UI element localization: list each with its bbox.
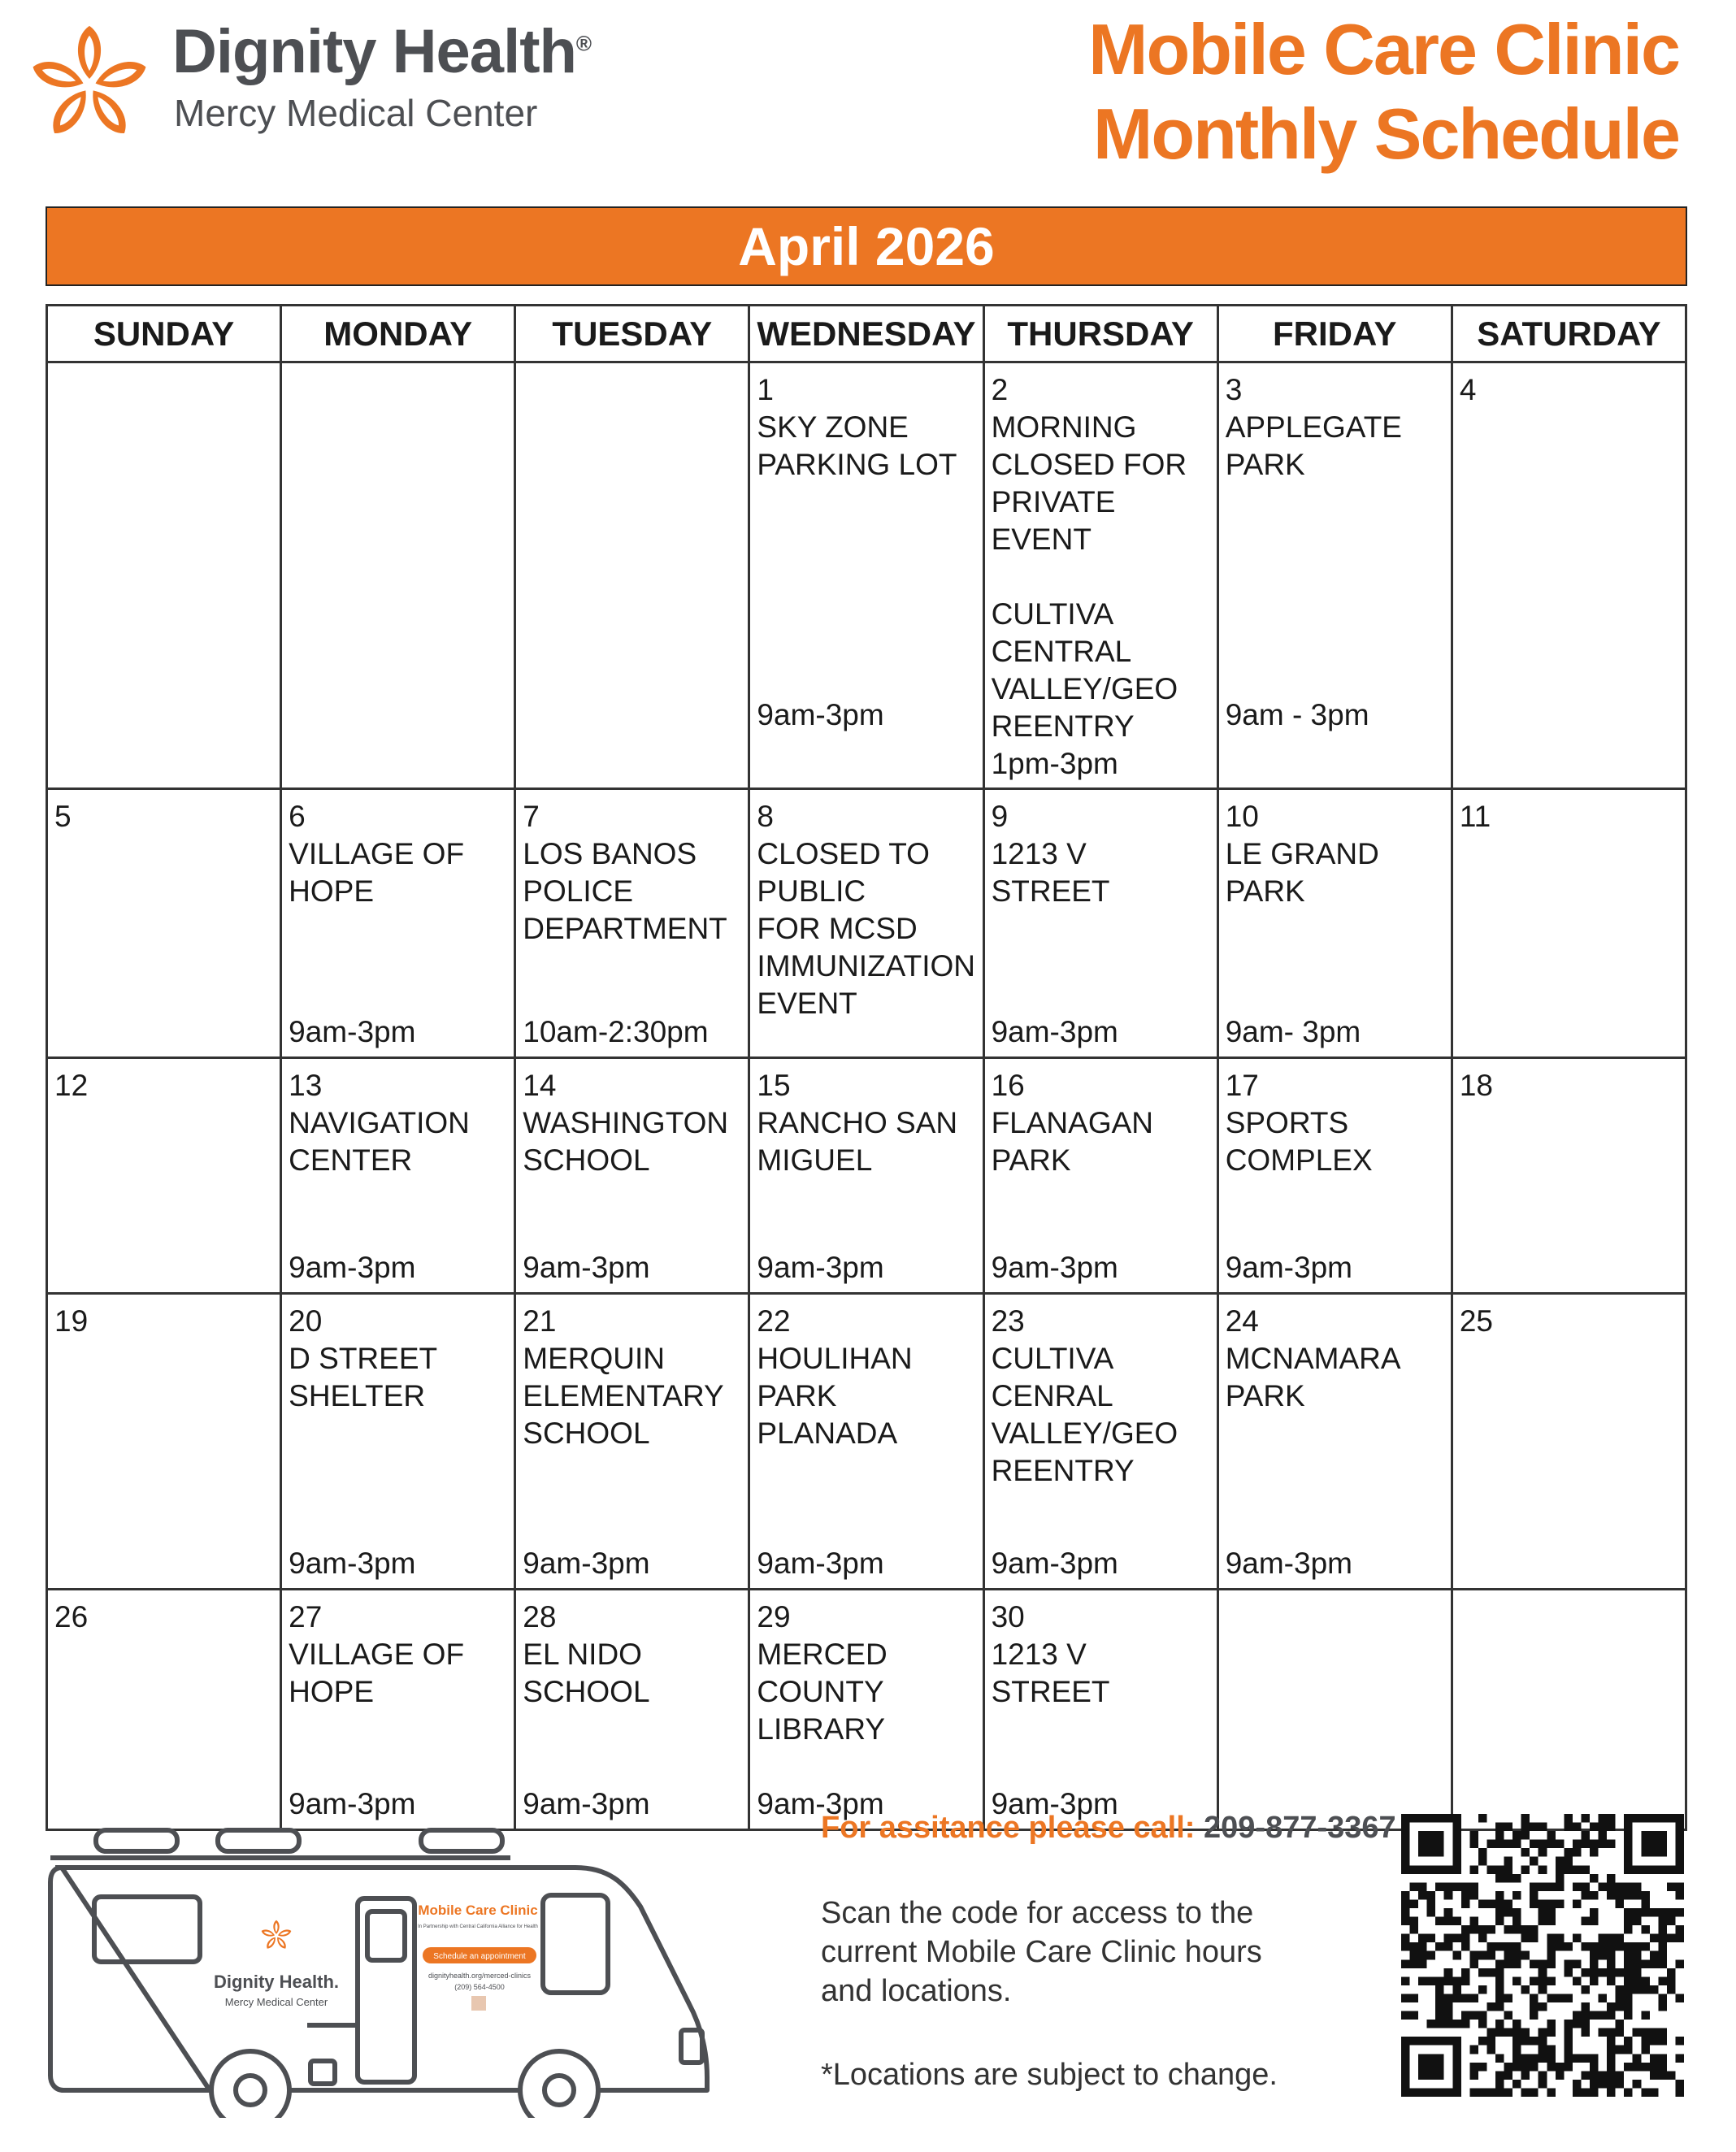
clinic-hours: 9am-3pm (757, 698, 884, 731)
calendar-day-cell (515, 789, 749, 1058)
day-number: 5 (54, 800, 72, 833)
day-number: 6 (289, 800, 306, 833)
calendar-day-cell (1217, 1294, 1452, 1590)
bus-panel-title: Mobile Care Clinic (418, 1903, 538, 1918)
calendar-day-cell (983, 1294, 1217, 1590)
day-number: 28 (523, 1600, 557, 1634)
clinic-location: MERQUIN ELEMENTARY SCHOOL (523, 1342, 724, 1450)
day-number: 21 (523, 1304, 557, 1338)
calendar-day-cell (749, 1590, 983, 1830)
day-number: 13 (289, 1069, 323, 1102)
calendar-week-row (47, 1590, 1686, 1830)
clinic-location: VILLAGE OF HOPE (289, 1638, 465, 1708)
calendar-day-cell (1452, 362, 1686, 789)
bus-panel-button: Schedule an appointment (433, 1952, 526, 1961)
clinic-hours: 9am-3pm (523, 1787, 650, 1820)
weekday-header: THURSDAY (983, 306, 1217, 362)
day-number: 30 (991, 1600, 1025, 1634)
day-number: 19 (54, 1304, 89, 1338)
day-number: 23 (991, 1304, 1025, 1338)
calendar-week-row (47, 362, 1686, 789)
calendar-day-cell (1217, 362, 1452, 789)
calendar-day-cell (983, 789, 1217, 1058)
clinic-location: MERCED COUNTY LIBRARY (757, 1638, 888, 1746)
calendar-day-cell (749, 789, 983, 1058)
clinic-location: RANCHO SAN MIGUEL (757, 1106, 958, 1177)
weekday-header: TUESDAY (515, 306, 749, 362)
day-number: 25 (1459, 1304, 1493, 1338)
clinic-hours: 9am-3pm (289, 1015, 416, 1048)
clinic-hours: 9am-3pm (757, 1251, 884, 1284)
calendar-day-cell (47, 1590, 281, 1830)
clinic-hours: 9am - 3pm (1225, 698, 1369, 731)
calendar-day-cell (281, 1590, 515, 1830)
clinic-hours: 10am-2:30pm (523, 1015, 709, 1048)
clinic-location: CLOSED TO PUBLIC FOR MCSD IMMUNIZATION EVENT (757, 837, 975, 1020)
bus-panel-qr-icon (471, 1996, 486, 2011)
clinic-hours: 1pm-3pm (991, 747, 1118, 780)
calendar-day-cell (47, 789, 281, 1058)
brand-subtitle: Mercy Medical Center (174, 92, 538, 134)
clinic-location: APPLEGATE PARK (1225, 410, 1402, 481)
day-number: 27 (289, 1600, 323, 1634)
calendar-day-cell (983, 362, 1217, 789)
calendar-day-cell (1452, 1058, 1686, 1294)
calendar-day-cell (515, 1058, 749, 1294)
clinic-hours: 9am-3pm (757, 1547, 884, 1580)
mobile-clinic-bus-illustration (39, 1817, 722, 2118)
clinic-hours: 9am-3pm (991, 1547, 1118, 1580)
page-title-line1: Mobile Care Clinic (1088, 9, 1679, 89)
calendar-day-cell (1452, 789, 1686, 1058)
clinic-hours: 9am-3pm (289, 1251, 416, 1284)
day-number: 4 (1459, 373, 1477, 406)
clinic-location: MORNING CLOSED FOR PRIVATE EVENT CULTIVA CENTRAL VALLEY/GEO REENTRY (991, 410, 1187, 743)
clinic-location: 1213 V STREET (991, 1638, 1110, 1708)
calendar-day-cell (749, 1294, 983, 1590)
weekday-header-row (47, 306, 1686, 362)
bus-brand-sub: Mercy Medical Center (224, 1996, 328, 2008)
calendar-day-cell (281, 362, 515, 789)
clinic-hours: 9am-3pm (991, 1015, 1118, 1048)
day-number: 11 (1459, 800, 1491, 833)
calendar-table (46, 304, 1687, 1831)
calendar-day-cell (1217, 1058, 1452, 1294)
day-number: 12 (54, 1069, 89, 1102)
calendar-day-cell (983, 1058, 1217, 1294)
calendar-day-cell (749, 1058, 983, 1294)
day-number: 18 (1459, 1069, 1493, 1102)
day-number: 2 (991, 373, 1009, 406)
bus-panel-phone: (209) 564-4500 (454, 1983, 505, 1991)
clinic-hours: 9am-3pm (289, 1547, 416, 1580)
weekday-header: MONDAY (281, 306, 515, 362)
clinic-location: NAVIGATION CENTER (289, 1106, 470, 1177)
calendar-day-cell (1452, 1294, 1686, 1590)
calendar-day-cell (1452, 1590, 1686, 1830)
clinic-location: 1213 V STREET (991, 837, 1110, 908)
day-number: 9 (991, 800, 1009, 833)
calendar-day-cell (281, 789, 515, 1058)
day-number: 3 (1225, 373, 1243, 406)
clinic-location: SKY ZONE PARKING LOT (757, 410, 957, 481)
day-number: 20 (289, 1304, 323, 1338)
day-number: 1 (757, 373, 774, 406)
qr-code-icon[interactable] (1401, 1814, 1684, 2097)
clinic-hours: 9am- 3pm (1225, 1015, 1361, 1048)
clinic-hours: 9am-3pm (991, 1787, 1118, 1820)
calendar-day-cell (1217, 789, 1452, 1058)
clinic-hours: 9am-3pm (991, 1251, 1118, 1284)
clinic-hours: 9am-3pm (523, 1251, 650, 1284)
clinic-location: CULTIVA CENRAL VALLEY/GEO REENTRY (991, 1342, 1178, 1487)
day-number: 29 (757, 1600, 791, 1634)
day-number: 16 (991, 1069, 1025, 1102)
clinic-location: SPORTS COMPLEX (1225, 1106, 1373, 1177)
assistance-line (821, 1811, 1396, 1846)
weekday-header: FRIDAY (1217, 306, 1452, 362)
locations-note: *Locations are subject to change. (821, 2058, 1278, 2092)
day-number: 22 (757, 1304, 791, 1338)
calendar-week-row (47, 789, 1686, 1058)
calendar-day-cell (515, 362, 749, 789)
weekday-header: WEDNESDAY (749, 306, 983, 362)
clinic-location: EL NIDO SCHOOL (523, 1638, 650, 1708)
calendar-day-cell (281, 1058, 515, 1294)
clinic-location: LOS BANOS POLICE DEPARTMENT (523, 837, 727, 945)
day-number: 15 (757, 1069, 791, 1102)
day-number: 7 (523, 800, 540, 833)
clinic-location: D STREET SHELTER (289, 1342, 438, 1412)
clinic-hours: 9am-3pm (523, 1547, 650, 1580)
day-number: 24 (1225, 1304, 1259, 1338)
calendar-day-cell (749, 362, 983, 789)
day-number: 26 (54, 1600, 89, 1634)
clinic-hours: 9am-3pm (1225, 1251, 1352, 1284)
calendar-day-cell (983, 1590, 1217, 1830)
clinic-location: WASHINGTON SCHOOL (523, 1106, 729, 1177)
dignity-health-logo-icon (24, 21, 154, 141)
clinic-location: MCNAMARA PARK (1225, 1342, 1401, 1412)
calendar-week-row (47, 1058, 1686, 1294)
day-number: 8 (757, 800, 774, 833)
page-title-line2: Monthly Schedule (1093, 93, 1679, 174)
clinic-hours: 9am-3pm (757, 1787, 884, 1820)
calendar-day-cell (1217, 1590, 1452, 1830)
registered-mark: ® (575, 31, 592, 56)
bus-panel-tagline: In Partnership with Central California Alliance for Health (418, 1924, 538, 1929)
assistance-phone: 209-877-3367 (1204, 1811, 1396, 1845)
assistance-label: For assitance please call: (821, 1811, 1196, 1845)
month-title: April 2026 (738, 216, 995, 276)
scan-instructions: Scan the code for access to the current Mobile Care Clinic hours and locations. (821, 1896, 1262, 2008)
calendar-day-cell (47, 362, 281, 789)
day-number: 17 (1225, 1069, 1259, 1102)
clinic-hours: 9am-3pm (289, 1787, 416, 1820)
bus-panel-url: dignityhealth.org/merced-clinics (427, 1972, 532, 1980)
weekday-header: SUNDAY (47, 306, 281, 362)
calendar-week-row (47, 1294, 1686, 1590)
calendar-day-cell (47, 1058, 281, 1294)
day-number: 14 (523, 1069, 557, 1102)
clinic-location: HOULIHAN PARK PLANADA (757, 1342, 913, 1450)
clinic-location: LE GRAND PARK (1225, 837, 1379, 908)
weekday-header: SATURDAY (1452, 306, 1686, 362)
month-banner (46, 206, 1687, 286)
clinic-location: VILLAGE OF HOPE (289, 837, 465, 908)
clinic-hours: 9am-3pm (1225, 1547, 1352, 1580)
calendar-day-cell (515, 1294, 749, 1590)
calendar-day-cell (515, 1590, 749, 1830)
clinic-location: FLANAGAN PARK (991, 1106, 1153, 1177)
bus-brand-name: Dignity Health. (213, 1972, 340, 1992)
day-number: 10 (1225, 800, 1259, 833)
calendar-day-cell (281, 1294, 515, 1590)
brand-name: Dignity Health® (172, 17, 592, 86)
calendar-day-cell (47, 1294, 281, 1590)
